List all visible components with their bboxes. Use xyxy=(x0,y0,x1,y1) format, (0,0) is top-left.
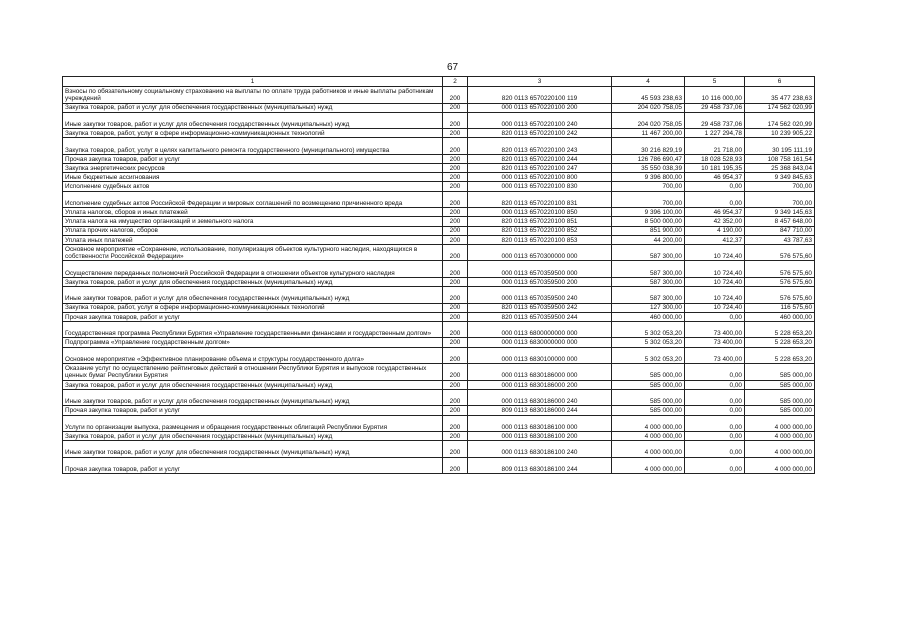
row-code-cell: 200 xyxy=(443,415,468,432)
row-executed-cell: 0,00 xyxy=(685,191,745,208)
row-remainder-cell: 174 562 020,99 xyxy=(745,103,815,112)
row-kbk-cell: 000 0113 6830186100 200 xyxy=(468,432,612,441)
column-header: 3 xyxy=(468,77,612,87)
row-remainder-cell: 8 457 648,00 xyxy=(745,217,815,226)
row-code-cell: 200 xyxy=(443,87,468,104)
row-approved-cell: 587 300,00 xyxy=(612,244,685,261)
row-kbk-cell: 820 0113 6570359500 244 xyxy=(468,312,612,321)
row-approved-cell: 4 000 000,00 xyxy=(612,441,685,458)
table-row xyxy=(63,164,815,173)
row-code-cell: 200 xyxy=(443,244,468,261)
row-executed-cell: 10 724,40 xyxy=(685,261,745,278)
row-remainder-cell: 10 239 905,22 xyxy=(745,129,815,138)
row-kbk-cell: 809 0113 6830186000 244 xyxy=(468,406,612,415)
table-row xyxy=(63,103,815,112)
row-executed-cell: 0,00 xyxy=(685,432,745,441)
table-row xyxy=(63,154,815,163)
row-executed-cell: 412,37 xyxy=(685,235,745,244)
row-name-cell: Иные бюджетные ассигнования xyxy=(63,173,443,182)
row-kbk-cell: 000 0113 6570220100 850 xyxy=(468,208,612,217)
row-executed-cell: 46 954,37 xyxy=(685,208,745,217)
row-kbk-cell: 000 0113 6830186100 240 xyxy=(468,441,612,458)
row-executed-cell: 0,00 xyxy=(685,389,745,406)
row-remainder-cell: 576 575,60 xyxy=(745,287,815,304)
row-approved-cell: 585 000,00 xyxy=(612,364,685,381)
table-row xyxy=(63,87,815,104)
row-name-cell: Уплата иных платежей xyxy=(63,235,443,244)
row-executed-cell: 1 227 294,78 xyxy=(685,129,745,138)
row-name-cell: Закупка товаров, работ и услуг для обеспечения государственных (муниципальных) нужд xyxy=(63,432,443,441)
table-row xyxy=(63,364,815,381)
row-kbk-cell: 820 0113 6570220100 242 xyxy=(468,129,612,138)
row-name-cell: Иные закупки товаров, работ и услуг для обеспечения государственных (муниципальных) нужд xyxy=(63,441,443,458)
row-name-cell: Закупка товаров, работ, услуг в сфере информационно-коммуникационных технологий xyxy=(63,303,443,312)
row-kbk-cell: 820 0113 6570220100 243 xyxy=(468,138,612,155)
row-code-cell: 200 xyxy=(443,138,468,155)
column-header: 4 xyxy=(612,77,685,87)
row-kbk-cell: 000 0113 6830186000 200 xyxy=(468,380,612,389)
table-row xyxy=(63,261,815,278)
row-name-cell: Государственная программа Республики Бурятия «Управление государственными финансами и государственным долгом» xyxy=(63,321,443,338)
row-remainder-cell: 4 000 000,00 xyxy=(745,415,815,432)
row-remainder-cell: 174 562 020,99 xyxy=(745,112,815,129)
row-remainder-cell: 4 000 000,00 xyxy=(745,457,815,474)
table-row xyxy=(63,441,815,458)
row-code-cell: 200 xyxy=(443,312,468,321)
row-name-cell: Закупка товаров, работ и услуг для обеспечения государственных (муниципальных) нужд xyxy=(63,103,443,112)
row-code-cell: 200 xyxy=(443,441,468,458)
row-approved-cell: 204 020 758,05 xyxy=(612,112,685,129)
table-row xyxy=(63,380,815,389)
row-remainder-cell: 585 000,00 xyxy=(745,389,815,406)
row-approved-cell: 44 200,00 xyxy=(612,235,685,244)
table-header-row xyxy=(63,77,815,87)
row-executed-cell: 0,00 xyxy=(685,415,745,432)
row-approved-cell: 5 302 053,20 xyxy=(612,347,685,364)
row-name-cell: Исполнение судебных актов xyxy=(63,182,443,191)
row-remainder-cell: 700,00 xyxy=(745,191,815,208)
row-executed-cell: 29 458 737,06 xyxy=(685,112,745,129)
row-approved-cell: 4 000 000,00 xyxy=(612,415,685,432)
row-kbk-cell: 809 0113 6830186100 244 xyxy=(468,457,612,474)
row-remainder-cell: 30 195 111,19 xyxy=(745,138,815,155)
row-code-cell: 200 xyxy=(443,191,468,208)
row-approved-cell: 4 000 000,00 xyxy=(612,432,685,441)
row-remainder-cell: 700,00 xyxy=(745,182,815,191)
row-name-cell: Услуги по организации выпуска, размещения и обращения государственных облигаций Республики Бурятия xyxy=(63,415,443,432)
row-approved-cell: 587 300,00 xyxy=(612,261,685,278)
row-remainder-cell: 116 575,60 xyxy=(745,303,815,312)
row-remainder-cell: 5 228 653,20 xyxy=(745,338,815,347)
row-remainder-cell: 4 000 000,00 xyxy=(745,441,815,458)
row-name-cell: Основное мероприятие «Сохранение, использование, популяризация объектов культурного наследия, находящихся в собственности Российской Федерации» xyxy=(63,244,443,261)
row-approved-cell: 700,00 xyxy=(612,191,685,208)
row-code-cell: 200 xyxy=(443,208,468,217)
row-executed-cell: 10 181 195,35 xyxy=(685,164,745,173)
row-kbk-cell: 000 0113 6570359500 240 xyxy=(468,287,612,304)
row-approved-cell: 5 302 053,20 xyxy=(612,338,685,347)
row-code-cell: 200 xyxy=(443,321,468,338)
row-executed-cell: 0,00 xyxy=(685,364,745,381)
table-row xyxy=(63,457,815,474)
row-approved-cell: 460 000,00 xyxy=(612,312,685,321)
row-kbk-cell: 000 0113 6830100000 000 xyxy=(468,347,612,364)
row-code-cell: 200 xyxy=(443,287,468,304)
row-name-cell: Подпрограмма «Управление государственным долгом» xyxy=(63,338,443,347)
row-name-cell: Закупка энергетических ресурсов xyxy=(63,164,443,173)
row-code-cell: 200 xyxy=(443,164,468,173)
row-code-cell: 200 xyxy=(443,154,468,163)
row-executed-cell: 0,00 xyxy=(685,312,745,321)
row-code-cell: 200 xyxy=(443,182,468,191)
table-row xyxy=(63,226,815,235)
row-kbk-cell: 820 0113 6570220100 851 xyxy=(468,217,612,226)
table-row xyxy=(63,321,815,338)
row-name-cell: Закупка товаров, работ, услуг в сфере информационно-коммуникационных технологий xyxy=(63,129,443,138)
table-row xyxy=(63,432,815,441)
table-row xyxy=(63,235,815,244)
row-approved-cell: 585 000,00 xyxy=(612,389,685,406)
row-remainder-cell: 585 000,00 xyxy=(745,406,815,415)
table-row xyxy=(63,347,815,364)
table-row xyxy=(63,191,815,208)
row-kbk-cell: 000 0113 6570220100 830 xyxy=(468,182,612,191)
row-code-cell: 200 xyxy=(443,217,468,226)
row-kbk-cell: 000 0113 6830186100 000 xyxy=(468,415,612,432)
row-code-cell: 200 xyxy=(443,432,468,441)
row-code-cell: 200 xyxy=(443,261,468,278)
row-executed-cell: 0,00 xyxy=(685,380,745,389)
row-executed-cell: 21 718,00 xyxy=(685,138,745,155)
row-code-cell: 200 xyxy=(443,347,468,364)
row-code-cell: 200 xyxy=(443,364,468,381)
row-remainder-cell: 5 228 653,20 xyxy=(745,347,815,364)
row-executed-cell: 73 400,00 xyxy=(685,321,745,338)
row-executed-cell: 46 954,37 xyxy=(685,173,745,182)
row-remainder-cell: 5 228 653,20 xyxy=(745,321,815,338)
table-row xyxy=(63,303,815,312)
row-executed-cell: 42 352,00 xyxy=(685,217,745,226)
row-name-cell: Иные закупки товаров, работ и услуг для обеспечения государственных (муниципальных) нужд xyxy=(63,112,443,129)
row-name-cell: Прочая закупка товаров, работ и услуг xyxy=(63,406,443,415)
table-row xyxy=(63,182,815,191)
row-name-cell: Прочая закупка товаров, работ и услуг xyxy=(63,154,443,163)
row-approved-cell: 35 550 038,39 xyxy=(612,164,685,173)
row-executed-cell: 73 400,00 xyxy=(685,338,745,347)
table-row xyxy=(63,277,815,286)
page-number: 67 xyxy=(446,62,459,73)
row-remainder-cell: 9 349 145,63 xyxy=(745,208,815,217)
row-kbk-cell: 000 0113 6830186000 000 xyxy=(468,364,612,381)
row-kbk-cell: 000 0113 6830000000 000 xyxy=(468,338,612,347)
row-approved-cell: 204 020 758,05 xyxy=(612,103,685,112)
row-remainder-cell: 576 575,60 xyxy=(745,261,815,278)
row-kbk-cell: 820 0113 6570220100 244 xyxy=(468,154,612,163)
row-code-cell: 200 xyxy=(443,226,468,235)
column-header: 5 xyxy=(685,77,745,87)
row-remainder-cell: 9 349 845,63 xyxy=(745,173,815,182)
row-kbk-cell: 820 0113 6570220100 852 xyxy=(468,226,612,235)
row-approved-cell: 126 786 690,47 xyxy=(612,154,685,163)
row-remainder-cell: 585 000,00 xyxy=(745,364,815,381)
row-name-cell: Иные закупки товаров, работ и услуг для обеспечения государственных (муниципальных) нужд xyxy=(63,389,443,406)
row-name-cell: Уплата налога на имущество организаций и земельного налога xyxy=(63,217,443,226)
row-name-cell: Иные закупки товаров, работ и услуг для обеспечения государственных (муниципальных) нужд xyxy=(63,287,443,304)
row-code-cell: 200 xyxy=(443,338,468,347)
row-name-cell: Взносы по обязательному социальному страхованию на выплаты по оплате труда работников и иные выплаты работникам учреждений xyxy=(63,87,443,104)
table-row xyxy=(63,406,815,415)
table-row xyxy=(63,415,815,432)
row-approved-cell: 11 467 200,00 xyxy=(612,129,685,138)
row-name-cell: Закупка товаров, работ и услуг для обеспечения государственных (муниципальных) нужд xyxy=(63,380,443,389)
row-remainder-cell: 847 710,00 xyxy=(745,226,815,235)
row-name-cell: Оказание услуг по осуществлению рейтинговых действий в отношении Республики Бурятия и выпусков государственных ценных бумаг Республики Бурятия xyxy=(63,364,443,381)
row-kbk-cell: 820 0113 6570220100 831 xyxy=(468,191,612,208)
row-approved-cell: 9 396 100,00 xyxy=(612,208,685,217)
table-row xyxy=(63,112,815,129)
row-code-cell: 200 xyxy=(443,173,468,182)
row-kbk-cell: 820 0113 6570359500 242 xyxy=(468,303,612,312)
row-remainder-cell: 460 000,00 xyxy=(745,312,815,321)
row-approved-cell: 45 593 238,63 xyxy=(612,87,685,104)
row-approved-cell: 585 000,00 xyxy=(612,380,685,389)
row-approved-cell: 30 216 829,19 xyxy=(612,138,685,155)
row-code-cell: 200 xyxy=(443,380,468,389)
row-executed-cell: 73 400,00 xyxy=(685,347,745,364)
table-row xyxy=(63,138,815,155)
table-row xyxy=(63,244,815,261)
row-name-cell: Закупка товаров, работ и услуг для обеспечения государственных (муниципальных) нужд xyxy=(63,277,443,286)
row-approved-cell: 4 000 000,00 xyxy=(612,457,685,474)
row-code-cell: 200 xyxy=(443,457,468,474)
row-name-cell: Прочая закупка товаров, работ и услуг xyxy=(63,457,443,474)
table-row xyxy=(63,129,815,138)
row-remainder-cell: 108 758 161,54 xyxy=(745,154,815,163)
row-kbk-cell: 000 0113 6570359500 000 xyxy=(468,261,612,278)
row-remainder-cell: 43 787,63 xyxy=(745,235,815,244)
row-executed-cell: 0,00 xyxy=(685,406,745,415)
row-approved-cell: 587 300,00 xyxy=(612,287,685,304)
row-approved-cell: 587 300,00 xyxy=(612,277,685,286)
budget-table xyxy=(62,76,815,474)
row-kbk-cell: 000 0113 6570220100 200 xyxy=(468,103,612,112)
row-approved-cell: 700,00 xyxy=(612,182,685,191)
column-header: 1 xyxy=(63,77,443,87)
row-remainder-cell: 576 575,60 xyxy=(745,277,815,286)
row-approved-cell: 5 302 053,20 xyxy=(612,321,685,338)
row-executed-cell: 0,00 xyxy=(685,182,745,191)
row-code-cell: 200 xyxy=(443,103,468,112)
row-name-cell: Уплата прочих налогов, сборов xyxy=(63,226,443,235)
row-name-cell: Закупка товаров, работ, услуг в целях капитального ремонта государственного (муниципального) имущества xyxy=(63,138,443,155)
table-row xyxy=(63,208,815,217)
row-kbk-cell: 000 0113 6570300000 000 xyxy=(468,244,612,261)
row-kbk-cell: 820 0113 6570220100 853 xyxy=(468,235,612,244)
table-row xyxy=(63,389,815,406)
row-code-cell: 200 xyxy=(443,129,468,138)
row-kbk-cell: 000 0113 6570220100 240 xyxy=(468,112,612,129)
row-name-cell: Уплата налогов, сборов и иных платежей xyxy=(63,208,443,217)
row-kbk-cell: 000 0113 6830186000 240 xyxy=(468,389,612,406)
row-executed-cell: 0,00 xyxy=(685,441,745,458)
row-name-cell: Основное мероприятие «Эффективное планирование объема и структуры государственного долга» xyxy=(63,347,443,364)
row-kbk-cell: 000 0113 6570359500 200 xyxy=(468,277,612,286)
table-row xyxy=(63,287,815,304)
row-remainder-cell: 25 368 843,04 xyxy=(745,164,815,173)
row-executed-cell: 10 724,40 xyxy=(685,287,745,304)
row-executed-cell: 18 028 528,93 xyxy=(685,154,745,163)
row-name-cell: Осуществление переданных полномочий Российской Федерации в отношении объектов культурного наследия xyxy=(63,261,443,278)
column-header: 2 xyxy=(443,77,468,87)
row-name-cell: Прочая закупка товаров, работ и услуг xyxy=(63,312,443,321)
row-approved-cell: 9 396 800,00 xyxy=(612,173,685,182)
row-remainder-cell: 585 000,00 xyxy=(745,380,815,389)
row-code-cell: 200 xyxy=(443,277,468,286)
table-row xyxy=(63,312,815,321)
row-executed-cell: 10 116 000,00 xyxy=(685,87,745,104)
row-code-cell: 200 xyxy=(443,406,468,415)
table-row xyxy=(63,217,815,226)
row-remainder-cell: 4 000 000,00 xyxy=(745,432,815,441)
row-code-cell: 200 xyxy=(443,303,468,312)
row-code-cell: 200 xyxy=(443,389,468,406)
row-name-cell: Исполнение судебных актов Российской Федерации и мировых соглашений по возмещению причиненного вреда xyxy=(63,191,443,208)
row-approved-cell: 8 500 000,00 xyxy=(612,217,685,226)
row-approved-cell: 851 900,00 xyxy=(612,226,685,235)
row-executed-cell: 29 458 737,06 xyxy=(685,103,745,112)
row-executed-cell: 4 190,00 xyxy=(685,226,745,235)
row-kbk-cell: 000 0113 6570220100 800 xyxy=(468,173,612,182)
row-kbk-cell: 820 0113 6570220100 119 xyxy=(468,87,612,104)
row-remainder-cell: 35 477 238,63 xyxy=(745,87,815,104)
row-kbk-cell: 000 0113 6800000000 000 xyxy=(468,321,612,338)
row-remainder-cell: 576 575,60 xyxy=(745,244,815,261)
row-approved-cell: 585 000,00 xyxy=(612,406,685,415)
row-executed-cell: 10 724,40 xyxy=(685,277,745,286)
column-header: 6 xyxy=(745,77,815,87)
row-code-cell: 200 xyxy=(443,235,468,244)
row-kbk-cell: 820 0113 6570220100 247 xyxy=(468,164,612,173)
row-executed-cell: 10 724,40 xyxy=(685,303,745,312)
row-code-cell: 200 xyxy=(443,112,468,129)
row-executed-cell: 0,00 xyxy=(685,457,745,474)
table-row xyxy=(63,173,815,182)
table-row xyxy=(63,338,815,347)
row-approved-cell: 127 300,00 xyxy=(612,303,685,312)
row-executed-cell: 10 724,40 xyxy=(685,244,745,261)
